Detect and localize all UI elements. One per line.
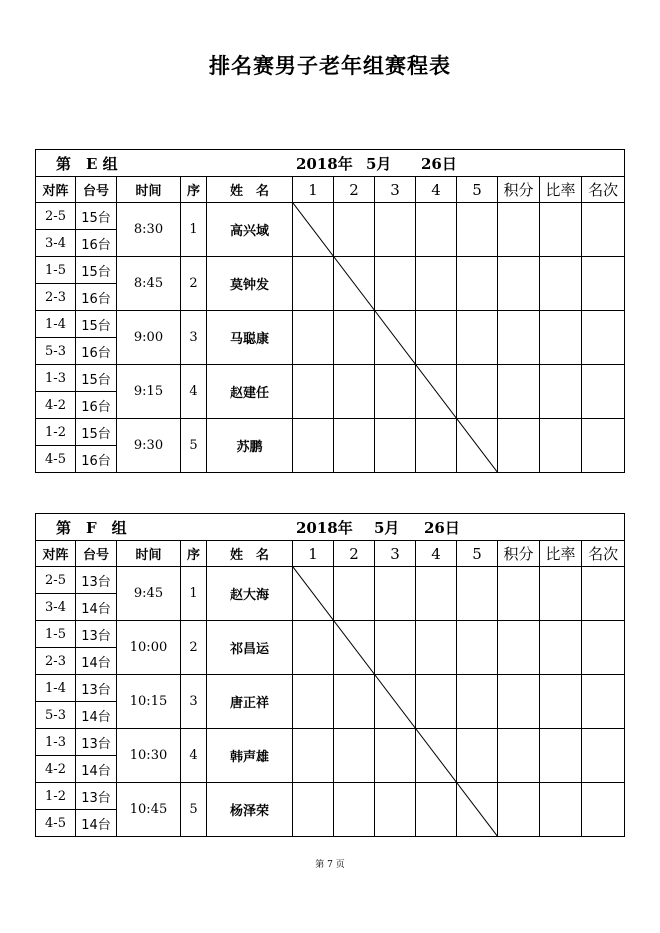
score-cell-round-4 xyxy=(416,365,457,419)
pairing-cell: 4-5 xyxy=(36,446,76,473)
score-cell-round-2 xyxy=(334,567,375,621)
table-no-cell: 13台 xyxy=(76,621,117,648)
col-header-name: 姓 名 xyxy=(207,541,293,567)
date-day: 26日 xyxy=(424,518,460,537)
time-cell: 9:00 xyxy=(117,311,181,365)
score-cell-round-1 xyxy=(293,419,334,473)
col-header-time: 时间 xyxy=(117,541,181,567)
player-name-cell: 马聪康 xyxy=(207,311,293,365)
col-header-seq: 序 xyxy=(181,541,207,567)
seq-cell: 5 xyxy=(181,419,207,473)
time-cell: 9:30 xyxy=(117,419,181,473)
score-cell-round-5 xyxy=(457,419,498,473)
rank-cell xyxy=(582,311,625,365)
score-cell-round-4 xyxy=(416,257,457,311)
score-cell-round-2 xyxy=(334,257,375,311)
score-cell-round-2 xyxy=(334,675,375,729)
date-day: 26日 xyxy=(421,154,457,173)
score-cell-round-1 xyxy=(293,567,334,621)
score-cell-round-1 xyxy=(293,783,334,837)
table-row xyxy=(36,567,625,594)
col-header-rank: 名次 xyxy=(582,177,625,203)
col-header-points: 积分 xyxy=(498,541,540,567)
score-cell-round-5 xyxy=(457,203,498,257)
player-name-cell: 苏鹏 xyxy=(207,419,293,473)
col-header-pairing: 对阵 xyxy=(36,541,76,567)
score-cell-round-1 xyxy=(293,675,334,729)
ratio-cell xyxy=(540,257,582,311)
col-header-name: 姓 名 xyxy=(207,177,293,203)
col-header-round-5: 5 xyxy=(457,541,498,567)
table-row xyxy=(36,311,625,338)
table-row xyxy=(36,675,625,702)
score-cell-round-3 xyxy=(375,729,416,783)
table-no-cell: 16台 xyxy=(76,446,117,473)
pairing-cell: 1-3 xyxy=(36,365,76,392)
ratio-cell xyxy=(540,203,582,257)
score-cell-round-2 xyxy=(334,311,375,365)
table-no-cell: 13台 xyxy=(76,729,117,756)
player-name-cell: 杨泽荣 xyxy=(207,783,293,837)
pairing-cell: 2-5 xyxy=(36,203,76,230)
score-cell-round-5 xyxy=(457,365,498,419)
page-title: 排名赛男子老年组赛程表 xyxy=(209,54,451,78)
player-name-cell: 莫钟发 xyxy=(207,257,293,311)
score-cell-round-4 xyxy=(416,203,457,257)
score-cell-round-3 xyxy=(375,567,416,621)
player-name-cell: 高兴域 xyxy=(207,203,293,257)
pairing-cell: 1-3 xyxy=(36,729,76,756)
group-label: 第 E 组 xyxy=(56,154,118,173)
col-header-time: 时间 xyxy=(117,177,181,203)
date-month: 5月 xyxy=(374,518,400,537)
col-header-seq: 序 xyxy=(181,177,207,203)
col-header-ratio: 比率 xyxy=(540,541,582,567)
score-cell-round-3 xyxy=(375,419,416,473)
col-header-round-3: 3 xyxy=(375,541,416,567)
score-cell-round-1 xyxy=(293,621,334,675)
score-cell-round-1 xyxy=(293,257,334,311)
col-header-pairing: 对阵 xyxy=(36,177,76,203)
table-no-cell: 14台 xyxy=(76,756,117,783)
time-cell: 10:00 xyxy=(117,621,181,675)
col-header-round-4: 4 xyxy=(416,177,457,203)
table-no-cell: 16台 xyxy=(76,392,117,419)
pairing-cell: 1-2 xyxy=(36,419,76,446)
score-cell-round-1 xyxy=(293,729,334,783)
pairing-cell: 5-3 xyxy=(36,338,76,365)
pairing-cell: 2-3 xyxy=(36,284,76,311)
col-header-round-2: 2 xyxy=(334,177,375,203)
page-number: 第 7 页 xyxy=(315,860,345,870)
points-cell xyxy=(498,203,540,257)
score-cell-round-3 xyxy=(375,257,416,311)
pairing-cell: 1-4 xyxy=(36,675,76,702)
player-name-cell: 赵大海 xyxy=(207,567,293,621)
score-cell-round-4 xyxy=(416,567,457,621)
group-label: 第 F 组 xyxy=(56,518,127,537)
score-cell-round-4 xyxy=(416,675,457,729)
col-header-round-3: 3 xyxy=(375,177,416,203)
points-cell xyxy=(498,419,540,473)
pairing-cell: 1-5 xyxy=(36,621,76,648)
score-cell-round-3 xyxy=(375,311,416,365)
score-cell-round-2 xyxy=(334,621,375,675)
schedule-table-group-f xyxy=(35,513,625,837)
score-cell-round-1 xyxy=(293,203,334,257)
pairing-cell: 4-5 xyxy=(36,810,76,837)
col-header-table-no: 台号 xyxy=(76,177,117,203)
date-year: 2018年 xyxy=(296,518,353,537)
col-header-round-5: 5 xyxy=(457,177,498,203)
date-month: 5月 xyxy=(366,154,392,173)
seq-cell: 1 xyxy=(181,567,207,621)
schedule-table-group-e xyxy=(35,149,625,473)
ratio-cell xyxy=(540,675,582,729)
player-name-cell: 祁昌运 xyxy=(207,621,293,675)
pairing-cell: 2-3 xyxy=(36,648,76,675)
rank-cell xyxy=(582,729,625,783)
time-cell: 10:30 xyxy=(117,729,181,783)
col-header-round-1: 1 xyxy=(293,177,334,203)
pairing-cell: 5-3 xyxy=(36,702,76,729)
table-no-cell: 15台 xyxy=(76,365,117,392)
ratio-cell xyxy=(540,365,582,419)
score-cell-round-3 xyxy=(375,203,416,257)
score-cell-round-2 xyxy=(334,419,375,473)
rank-cell xyxy=(582,567,625,621)
points-cell xyxy=(498,365,540,419)
score-cell-round-2 xyxy=(334,365,375,419)
table-row xyxy=(36,365,625,392)
pairing-cell: 1-4 xyxy=(36,311,76,338)
col-header-points: 积分 xyxy=(498,177,540,203)
score-cell-round-2 xyxy=(334,729,375,783)
ratio-cell xyxy=(540,567,582,621)
col-header-round-4: 4 xyxy=(416,541,457,567)
score-cell-round-1 xyxy=(293,311,334,365)
points-cell xyxy=(498,311,540,365)
table-no-cell: 16台 xyxy=(76,284,117,311)
score-cell-round-3 xyxy=(375,621,416,675)
ratio-cell xyxy=(540,729,582,783)
table-no-cell: 13台 xyxy=(76,783,117,810)
pairing-cell: 4-2 xyxy=(36,756,76,783)
score-cell-round-4 xyxy=(416,311,457,365)
score-cell-round-5 xyxy=(457,675,498,729)
score-cell-round-3 xyxy=(375,783,416,837)
seq-cell: 1 xyxy=(181,203,207,257)
group-header xyxy=(36,150,625,177)
col-header-round-2: 2 xyxy=(334,541,375,567)
points-cell xyxy=(498,567,540,621)
time-cell: 9:15 xyxy=(117,365,181,419)
col-header-ratio: 比率 xyxy=(540,177,582,203)
player-name-cell: 韩声雄 xyxy=(207,729,293,783)
seq-cell: 4 xyxy=(181,729,207,783)
seq-cell: 5 xyxy=(181,783,207,837)
score-cell-round-4 xyxy=(416,621,457,675)
score-cell-round-5 xyxy=(457,729,498,783)
pairing-cell: 3-4 xyxy=(36,230,76,257)
pairing-cell: 3-4 xyxy=(36,594,76,621)
col-header-rank: 名次 xyxy=(582,541,625,567)
group-header xyxy=(36,514,625,541)
score-cell-round-1 xyxy=(293,365,334,419)
points-cell xyxy=(498,675,540,729)
table-no-cell: 16台 xyxy=(76,338,117,365)
seq-cell: 2 xyxy=(181,257,207,311)
points-cell xyxy=(498,257,540,311)
score-cell-round-2 xyxy=(334,783,375,837)
pairing-cell: 2-5 xyxy=(36,567,76,594)
table-row xyxy=(36,257,625,284)
table-row xyxy=(36,203,625,230)
score-cell-round-5 xyxy=(457,311,498,365)
points-cell xyxy=(498,729,540,783)
rank-cell xyxy=(582,365,625,419)
table-no-cell: 15台 xyxy=(76,257,117,284)
date-year: 2018年 xyxy=(296,154,353,173)
rank-cell xyxy=(582,257,625,311)
score-cell-round-5 xyxy=(457,621,498,675)
rank-cell xyxy=(582,203,625,257)
table-row xyxy=(36,621,625,648)
table-row xyxy=(36,783,625,810)
score-cell-round-5 xyxy=(457,783,498,837)
seq-cell: 2 xyxy=(181,621,207,675)
pairing-cell: 1-2 xyxy=(36,783,76,810)
time-cell: 8:30 xyxy=(117,203,181,257)
score-cell-round-4 xyxy=(416,729,457,783)
points-cell xyxy=(498,621,540,675)
score-cell-round-4 xyxy=(416,419,457,473)
table-no-cell: 14台 xyxy=(76,594,117,621)
ratio-cell xyxy=(540,783,582,837)
seq-cell: 3 xyxy=(181,675,207,729)
table-no-cell: 14台 xyxy=(76,648,117,675)
time-cell: 10:45 xyxy=(117,783,181,837)
seq-cell: 3 xyxy=(181,311,207,365)
rank-cell xyxy=(582,621,625,675)
table-no-cell: 15台 xyxy=(76,203,117,230)
rank-cell xyxy=(582,675,625,729)
ratio-cell xyxy=(540,621,582,675)
time-cell: 10:15 xyxy=(117,675,181,729)
table-no-cell: 16台 xyxy=(76,230,117,257)
score-cell-round-5 xyxy=(457,567,498,621)
rank-cell xyxy=(582,783,625,837)
table-no-cell: 15台 xyxy=(76,311,117,338)
time-cell: 8:45 xyxy=(117,257,181,311)
col-header-table-no: 台号 xyxy=(76,541,117,567)
table-row xyxy=(36,419,625,446)
table-no-cell: 13台 xyxy=(76,567,117,594)
col-header-round-1: 1 xyxy=(293,541,334,567)
rank-cell xyxy=(582,419,625,473)
score-cell-round-5 xyxy=(457,257,498,311)
player-name-cell: 赵建任 xyxy=(207,365,293,419)
table-no-cell: 14台 xyxy=(76,810,117,837)
score-cell-round-3 xyxy=(375,675,416,729)
points-cell xyxy=(498,783,540,837)
player-name-cell: 唐正祥 xyxy=(207,675,293,729)
score-cell-round-3 xyxy=(375,365,416,419)
table-row xyxy=(36,729,625,756)
table-no-cell: 15台 xyxy=(76,419,117,446)
score-cell-round-4 xyxy=(416,783,457,837)
table-no-cell: 14台 xyxy=(76,702,117,729)
table-no-cell: 13台 xyxy=(76,675,117,702)
pairing-cell: 4-2 xyxy=(36,392,76,419)
pairing-cell: 1-5 xyxy=(36,257,76,284)
ratio-cell xyxy=(540,311,582,365)
ratio-cell xyxy=(540,419,582,473)
time-cell: 9:45 xyxy=(117,567,181,621)
seq-cell: 4 xyxy=(181,365,207,419)
score-cell-round-2 xyxy=(334,203,375,257)
